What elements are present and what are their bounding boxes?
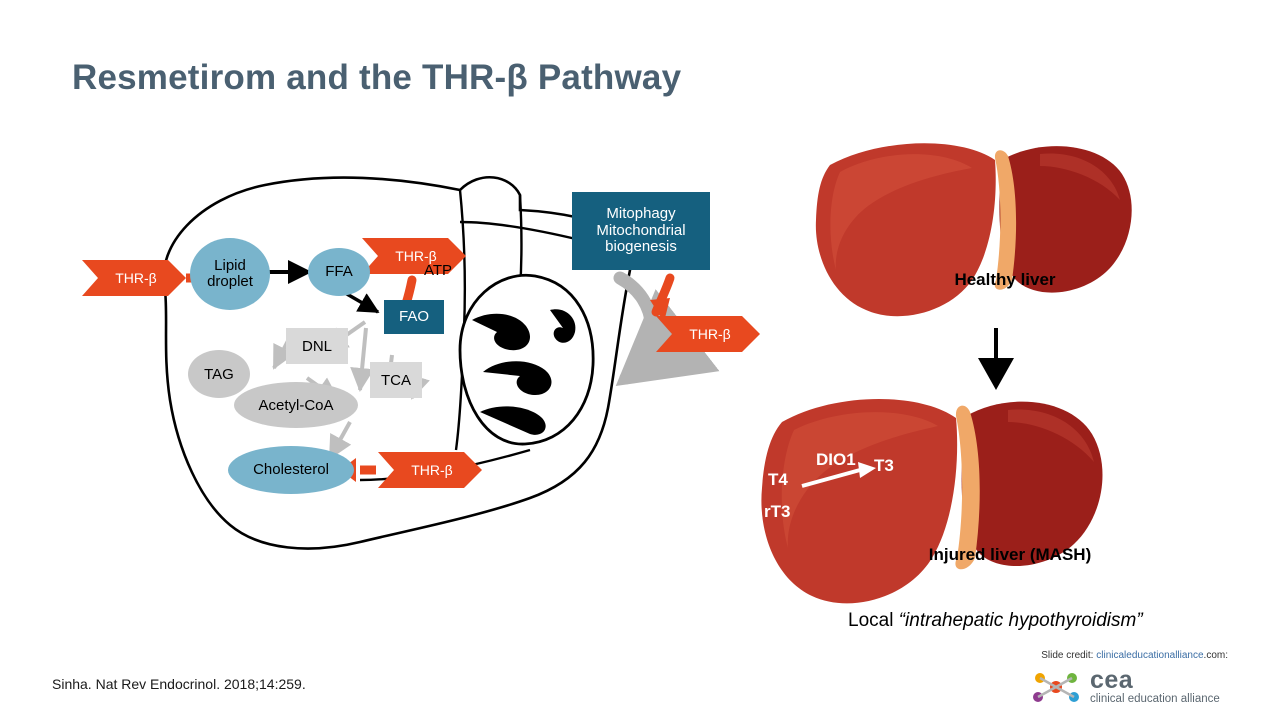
cea-logo	[1028, 666, 1228, 710]
page-title: Resmetirom and the THR-β Pathway	[72, 58, 682, 97]
label-t4: T4	[768, 470, 788, 489]
thrb-tag-cholesterol: THR-β	[411, 462, 453, 478]
node-tca: TCA	[370, 362, 422, 398]
healthy-liver-graphic	[816, 143, 1132, 316]
label-rt3: rT3	[764, 502, 791, 521]
thrb-tag-lipid-droplet: THR-β	[115, 270, 157, 286]
label-t3: T3	[874, 456, 894, 475]
node-acetyl-coa: Acetyl-CoA	[234, 382, 358, 428]
liver-illustrations	[740, 120, 1260, 660]
node-mitophagy-biogenesis: Mitophagy Mitochondrial biogenesis	[572, 192, 710, 270]
node-cholesterol: Cholesterol	[228, 446, 354, 494]
node-tag: TAG	[188, 350, 250, 398]
label-atp: ATP	[424, 262, 453, 279]
node-dnl: DNL	[286, 328, 348, 364]
thrb-tag-mitophagy: THR-β	[689, 326, 731, 342]
healthy-liver-caption: Healthy liver	[954, 270, 1056, 289]
node-lipid-droplet: Lipid droplet	[190, 238, 270, 310]
citation: Sinha. Nat Rev Endocrinol. 2018;14:259.	[52, 676, 306, 692]
intrahepatic-hypothyroidism-note: Local “intrahepatic hypothyroidism”	[848, 610, 1143, 631]
cea-tagline: clinical education alliance	[1090, 693, 1220, 705]
pathway-diagram	[60, 150, 760, 580]
node-fao: FAO	[384, 300, 444, 334]
injured-liver-graphic	[761, 399, 1102, 603]
cea-mark-icon	[1028, 666, 1084, 710]
liver-vector-layer	[740, 120, 1260, 660]
node-ffa: FFA	[308, 248, 370, 296]
injured-liver-caption: Injured liver (MASH)	[928, 545, 1092, 564]
slide-credit: Slide credit: clinicaleducationalliance.com:	[1041, 650, 1228, 661]
thrb-tag-ffa: THR-β	[395, 248, 437, 264]
cea-wordmark: cea	[1090, 666, 1134, 694]
label-dio1: DIO1	[816, 450, 856, 469]
